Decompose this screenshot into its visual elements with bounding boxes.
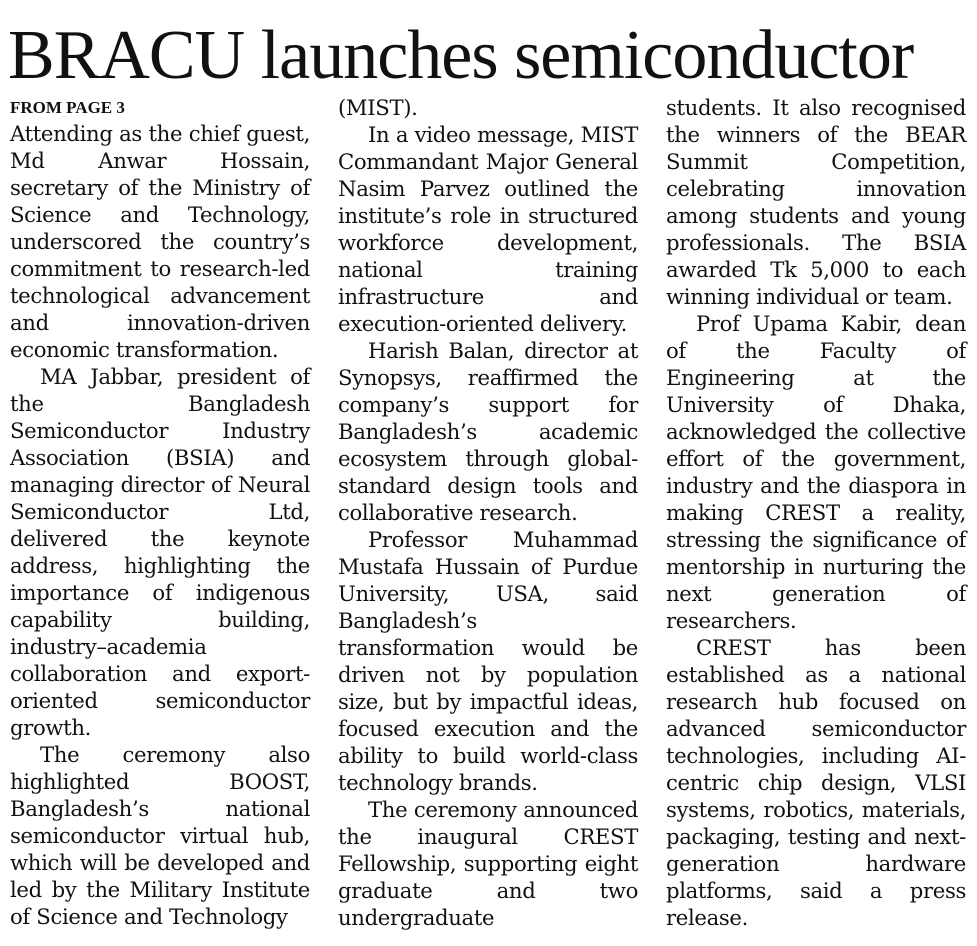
article-column-3	[666, 94, 966, 931]
kicker-from-page: FROM PAGE 3	[10, 98, 125, 117]
paragraph: Professor Muhammad Mustafa Hussain of Purdue University, USA, said Bangladesh’s transformation would be driven not by population size, but by impactful ideas, focused execution and the ability to build world-class technology brands.	[338, 527, 638, 795]
paragraph: students. It also recognised the winners of the BEAR Summit Competition, celebrating innovation among students and young professionals. The BSIA awarded Tk 5,000 to each winning individual or team.	[666, 95, 966, 309]
paragraph: (MIST).	[338, 95, 418, 120]
article-column-2	[338, 94, 638, 931]
paragraph: The ceremony also highlighted BOOST, Bangladesh’s national semiconductor virtual hub, which will be developed and led by the Military Institute of Science and Technology	[10, 742, 310, 929]
paragraph: MA Jabbar, president of the Bangladesh Semiconductor Industry Association (BSIA) and managing director of Neural Semiconductor Ltd, delivered the keynote address, highlighting the importance of indigenous capability building, industry–academia collaboration and export-oriented semiconductor growth.	[10, 364, 310, 740]
paragraph: Prof Upama Kabir, dean of the Faculty of Engineering at the University of Dhaka, acknowledged the collective effort of the government, industry and the diaspora in making CREST a reality, stressing the significance of mentorship in nurturing the next generation of researchers.	[666, 311, 966, 633]
paragraph: CREST has been established as a national research hub focused on advanced semiconductor technologies, including AI-centric chip design, VLSI systems, robotics, materials, packaging, testing and next-generation hardware platforms, said a press release.	[666, 635, 966, 930]
paragraph: In a video message, MIST Commandant Major General Nasim Parvez outlined the institute’s role in structured workforce development, national training infrastructure and execution-oriented delivery.	[338, 122, 638, 336]
headline: BRACU launches semiconductor	[8, 17, 914, 94]
paragraph: Harish Balan, director at Synopsys, reaffirmed the company’s support for Bangladesh’s academic ecosystem through global-standard design tools and collaborative research.	[338, 338, 638, 525]
paragraph: Attending as the chief guest, Md Anwar Hossain, secretary of the Ministry of Science and Technology, underscored the country’s commitment to research-led technological advancement and innovation-driven economic transformation.	[10, 121, 310, 362]
paragraph: The ceremony announced the inaugural CREST Fellowship, supporting eight graduate and two undergraduate	[338, 797, 638, 930]
article-column-1	[10, 120, 310, 930]
